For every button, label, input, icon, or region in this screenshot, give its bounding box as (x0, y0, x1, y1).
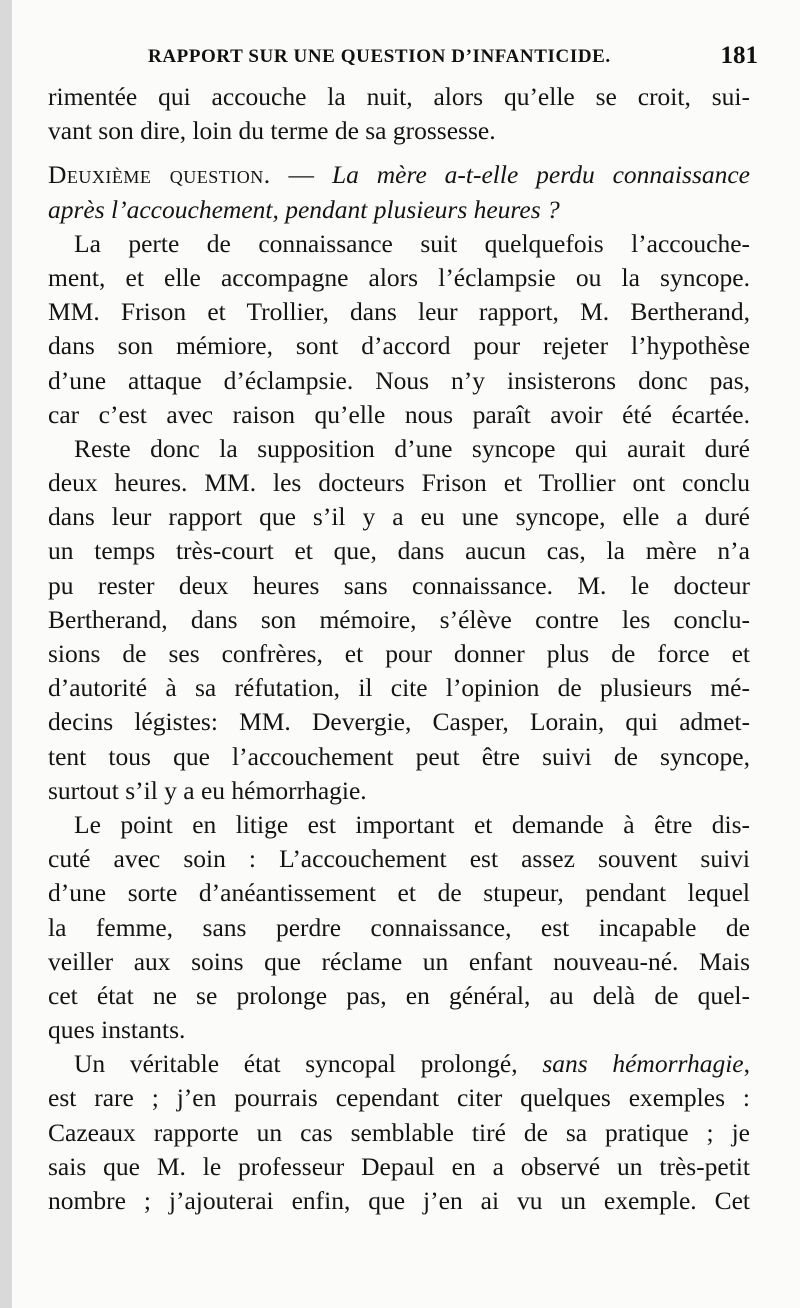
text-line: nombre ; j’ajouterai enfin, que j’en ai vu un exemple. Cet (48, 1186, 750, 1215)
text-line: cuté avec soin : L’accouchement est assez souvent suivi (48, 844, 750, 874)
text-line: d’une sorte d’anéantissement et de stupeur, pendant lequel (48, 878, 750, 908)
text-line: Reste donc la supposition d’une syncope qui aurait duré (74, 433, 750, 463)
text-line (48, 1047, 750, 1081)
text-line: ment, et elle accompagne alors l’éclampsie ou la syncope. (48, 262, 750, 292)
text-line: MM. Frison et Trollier, dans leur rapport, M. Bertherand, (48, 297, 750, 327)
text-line: surtout s’il y a eu hémorrhagie. (48, 775, 367, 805)
text-line: Cazeaux rapporte un cas semblable tiré de sa pratique ; je (48, 1117, 750, 1147)
question-label: Deuxième question. (48, 160, 271, 190)
text-line: deux heures. MM. les docteurs Frison et Trollier ont conclu (48, 468, 750, 498)
text-line: Bertherand, dans son mémoire, s’élève contre les conclu- (48, 604, 750, 634)
text-line: sais que M. le professeur Depaul en a observé un très-petit (48, 1151, 750, 1181)
text-line: dans son mémiore, sont d’accord pour rejeter l’hypothèse (48, 331, 750, 361)
text-line: decins légistes: MM. Devergie, Casper, Lorain, qui admet- (48, 707, 750, 737)
page-binding-edge (0, 0, 12, 1308)
paragraph-gap (48, 148, 750, 158)
text-line: un temps très-court et que, dans aucun cas, la mère n’a (48, 536, 750, 566)
question-dash: — (270, 160, 332, 190)
italic-emphasis: sans hémorrhagie (542, 1049, 744, 1079)
question-text: après l’accouchement, pendant plusieurs heures ? (48, 194, 560, 224)
text-line: veiller aux soins que réclame un enfant nouveau-né. Mais (48, 946, 750, 976)
text-line: Le point en litige est important et demande à être dis- (74, 809, 750, 839)
page-number: 181 (720, 42, 758, 69)
text-line: sions de ses confrères, et pour donner plus de force et (48, 639, 750, 668)
text-line: est rare ; j’en pourrais cependant citer quelques exemples : (48, 1083, 750, 1113)
page-header (48, 40, 760, 76)
body-text (48, 80, 750, 1218)
text-line: dans leur rapport que s’il y a eu une syncope, elle a duré (48, 502, 750, 532)
text-line: pu rester deux heures sans connaissance. M. le docteur (48, 570, 750, 600)
running-head: RAPPORT SUR UNE QUESTION D’INFANTICIDE. (148, 46, 611, 67)
text-line: vant son dire, loin du terme de sa grossesse. (48, 116, 496, 146)
text-line: la femme, sans perdre connaissance, est incapable de (48, 912, 750, 942)
text-line: tent tous que l’accouchement peut être suivi de syncope, (48, 741, 750, 771)
text-line: cet état ne se prolonge pas, en général, au delà de quel- (48, 980, 750, 1010)
question-heading-line (48, 193, 750, 227)
text-line: car c’est avec raison qu’elle nous paraît avoir été écartée. (48, 399, 750, 429)
text-run: Un véritable état syncopal prolongé, (74, 1049, 543, 1079)
text-line: d’autorité à sa réfutation, il cite l’opinion de plusieurs mé- (48, 673, 750, 703)
question-text: La mère a-t-elle perdu connaissance (331, 160, 750, 190)
question-heading-line (48, 158, 750, 192)
text-run: , (743, 1049, 750, 1079)
text-line: La perte de connaissance suit quelquefois l’accouche- (74, 228, 750, 258)
text-line: d’une attaque d’éclampsie. Nous n’y insisterons donc pas, (48, 365, 750, 395)
text-line: ques instants. (48, 1015, 186, 1045)
text-line: rimentée qui accouche la nuit, alors qu’elle se croit, sui- (48, 82, 750, 111)
